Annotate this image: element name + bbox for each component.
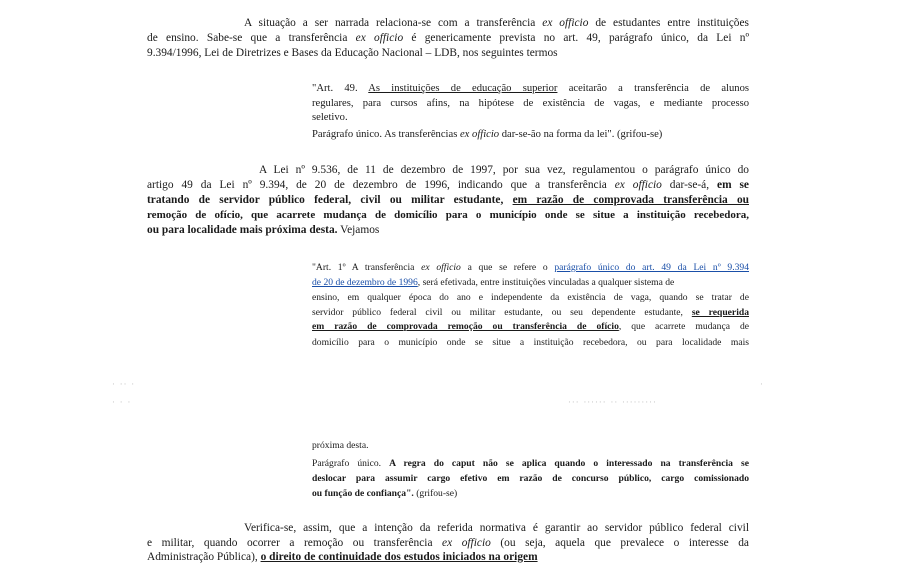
quote-line: "Art. 1º A transferência ex officio a que se refere o parágrafo único do art. 49 da Lei nº 9.394 <box>312 262 750 273</box>
underlined-text: em razão de comprovada transferência ou <box>512 194 749 206</box>
quote-line: "Art. 49. As instituições de educação superior aceitarão a transferência de alunos <box>312 83 749 94</box>
paragraph-line: A situação a ser narrada relaciona-se com a transferência ex officio de estudantes entre instituições <box>244 17 749 29</box>
quote-line: deslocar para assumir cargo efetivo em razão de concurso público, cargo comissionado <box>312 473 749 484</box>
quote-line: de 20 de dezembro de 1996, será efetivada, entre instituições vinculadas a qualquer sistema de <box>312 277 675 288</box>
underlined-text: se requerida <box>691 307 749 318</box>
scan-artifact: · <box>760 380 764 390</box>
paragraph-line: Verifica-se, assim, que a intenção da referida normativa é garantir ao servidor público federal civil <box>244 522 749 534</box>
paragraph-line: de ensino. Sabe-se que a transferência ex officio é genericamente prevista no art. 49, parágrafo único, da Lei nº <box>147 32 749 44</box>
paragraph-line: remoção de ofício, que acarrete mudança de domicílio para o município onde se situe a instituição recebedora, <box>147 209 749 221</box>
paragraph-line: 9.394/1996, Lei de Diretrizes e Bases da Educação Nacional – LDB, nos seguintes termos <box>147 47 558 59</box>
scan-artifact: · ·· · <box>112 380 136 390</box>
paragraph-line: A Lei nº 9.536, de 11 de dezembro de 1997, por sua vez, regulamentou o parágrafo único do <box>259 164 749 176</box>
quote-line: seletivo. <box>312 112 348 123</box>
law-reference-link[interactable]: parágrafo único do art. 49 da Lei nº 9.394 <box>554 262 750 273</box>
quote-line: ou função de confiança". (grifou-se) <box>312 488 458 499</box>
scan-artifact: · · · <box>112 398 132 408</box>
underlined-text: em razão de comprovada remoção ou transferência de ofício <box>312 321 619 332</box>
quote-line: próxima desta. <box>312 440 369 451</box>
paragraph-line: artigo 49 da Lei nº 9.394, de 20 de dezembro de 1996, indicando que a transferência ex officio dar-se-á, em se <box>147 179 749 191</box>
scan-artifact: ··· ······ ·· ········· <box>568 398 657 408</box>
quote-line: domicílio para o município onde se situe a instituição recebedora, ou para localidade mais <box>312 337 749 348</box>
underlined-text: o direito de continuidade dos estudos iniciados na origem <box>260 551 538 563</box>
paragraph-line: ou para localidade mais próxima desta. Vejamos <box>147 224 380 236</box>
paragraph-line: Administração Pública), o direito de continuidade dos estudos iniciados na origem <box>147 551 538 563</box>
paragraph-line: tratando de servidor público federal, civil ou militar estudante, em razão de comprovada transferência ou <box>147 194 749 206</box>
paragraph-line: e militar, quando ocorrer a remoção ou transferência ex officio (ou seja, aquela que prevalece o interesse da <box>147 537 749 549</box>
quote-line: Parágrafo único. As transferências ex officio dar-se-ão na forma da lei". (grifou-se) <box>312 129 663 140</box>
quote-line: Parágrafo único. A regra do caput não se aplica quando o interessado na transferência se <box>312 458 749 469</box>
quote-line: servidor público federal civil ou militar estudante, ou seu dependente estudante, se requerida <box>312 307 749 318</box>
quote-line: ensino, em qualquer época do ano e independente da existência de vaga, quando se tratar de <box>312 292 749 303</box>
underlined-text: As instituições de educação superior <box>368 83 558 94</box>
quote-line: regulares, para cursos afins, na hipótese de existência de vagas, e mediante processo <box>312 98 749 109</box>
quote-line: em razão de comprovada remoção ou transferência de ofício, que acarrete mudança de <box>312 321 749 332</box>
law-date-link[interactable]: de 20 de dezembro de 1996 <box>312 277 418 288</box>
